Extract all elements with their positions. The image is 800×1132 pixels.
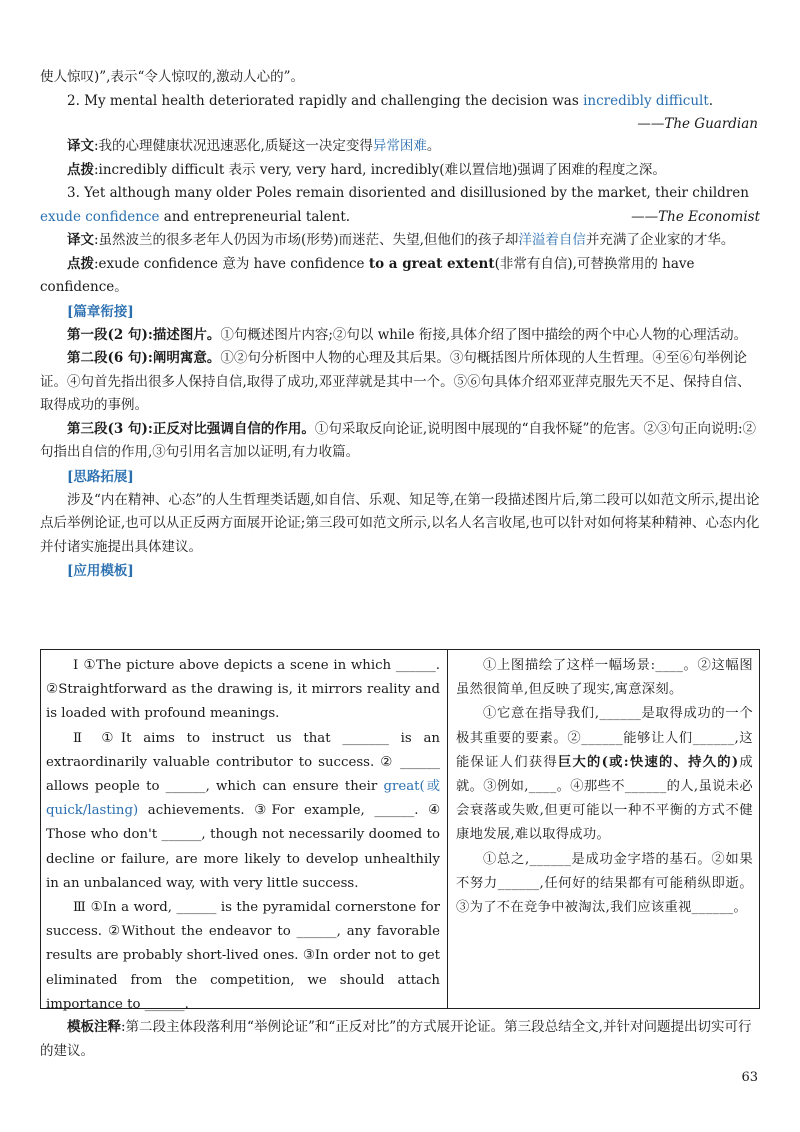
source-guardian: ——The Guardian <box>637 116 758 132</box>
template-table <box>40 649 760 1012</box>
template-english-column <box>41 650 448 1012</box>
template-en-para-1: Ⅰ ①The picture above depicts a scene in which ______. ②Straightforward as the drawing is, it mirrors reality and is loaded with profound meanings. <box>46 658 440 722</box>
example-3-tip: 点拨:exude confidence 意为 have confidence to a great extent(非常有自信),可替换常用的 have confidence。 <box>40 255 695 295</box>
source-economist: ——The Economist <box>631 208 760 225</box>
intro-text: 使人惊叹)”,表示“令人惊叹的,激动人心的”。 <box>40 69 305 85</box>
structure-para-2: 第二段(6 句):阐明寓意。①②句分析图中人物的心理及其后果。③句概括图片所体现的人生哲理。④至⑥句举例论证。④句首先指出很多人保持自信,取得了成功,邓亚萍就是其中一个。⑤⑥句具体介绍邓亚萍克服先天不足、保持自信、取得成功的事例。 <box>40 350 751 413</box>
structure-para-1: 第一段(2 句):描述图片。①句概述图片内容;②句以 while 衔接,具体介绍了图中描绘的两个中心人物的心理活动。 <box>67 326 748 343</box>
page-body <box>40 66 760 583</box>
example-2-sentence: 2. My mental health deteriorated rapidly and challenging the decision was incredibly difficult. <box>67 92 714 109</box>
page-number: 63 <box>741 1070 758 1085</box>
highlight-phrase: incredibly difficult <box>583 92 709 109</box>
ideas-text: 涉及“内在精神、心态”的人生哲理类话题,如自信、乐观、知足等,在第一段描述图片后,第二段可以如范文所示,提出论点后举例论证,也可以从正反两方面展开论证;第三段可如范文所示,以名人名言收尾,也可以针对如何将某种精神、心态内化并付诸实施提出具体建议。 <box>40 491 760 555</box>
template-chinese-column <box>448 650 759 1008</box>
highlight-phrase: exude confidence <box>40 208 160 225</box>
template-en-para-2: Ⅱ ①It aims to instruct us that _______ is an extraordinarily valuable contributor to success. ② ______ allows people to ______, which can ensure their great(或quick/lasting) achievements. ③For example, ______. ④ Those who don't ______, though not necessarily doomed to decline or failure, are more likely to develop unhealthily in an unbalanced way, with very little success. <box>46 730 440 891</box>
example-2-translation: 译文:我的心理健康状况迅速恶化,质疑这一决定变得异常困难。 <box>67 138 441 154</box>
template-cn-para-2: ①它意在指导我们,______是取得成功的一个极其重要的要素。②______能够让人们______,这能保证人们获得巨大的(或:快速的、持久的)成就。③例如,____。④那些不______的人,虽说未必会衰落或失败,但更可能以一种不平衡的方式不健康地发展,难以取得成功。 <box>456 706 753 843</box>
template-cn-para-3: ①总之,______是成功金字塔的基石。②如果不努力______,任何好的结果都有可能稍纵即逝。③为了不在竞争中被淘汰,我们应该重视______。 <box>456 851 753 916</box>
template-note: 模板注释:第二段主体段落利用“举例论证”和“正反对比”的方式展开论证。第三段总结全文,并针对问题提出切实可行的建议。 <box>40 1019 752 1059</box>
template-en-para-3: Ⅲ ①In a word, ______ is the pyramidal cornerstone for success. ②Without the endeavor to ______, any favorable results are probably short-lived ones. ③In order not to get eliminated from the competition, we should attach importance to ______. <box>46 900 440 1012</box>
section-heading-template: [应用模板] <box>67 563 134 579</box>
section-heading-ideas: [思路拓展] <box>67 468 134 485</box>
example-2-tip: 点拨:incredibly difficult 表示 very, very hard, incredibly(难以置信地)强调了困难的程度之深。 <box>67 161 666 178</box>
section-heading-structure: [篇章衔接] <box>67 303 134 320</box>
example-3-sentence: 3. Yet although many older Poles remain disoriented and disillusioned by the market, their children exude confidence and entrepreneurial talent. ——The Economist <box>40 182 760 229</box>
template-cn-para-1: ①上图描绘了这样一幅场景:____。②这幅图虽然很简单,但反映了现实,寓意深刻。 <box>456 658 753 698</box>
example-3-translation: 译文:虽然波兰的很多老年人仍因为市场(形势)而迷茫、失望,但他们的孩子却洋溢着自信并充满了企业家的才华。 <box>67 232 735 248</box>
structure-para-3: 第三段(3 句):正反对比强调自信的作用。①句采取反向论证,说明图中展现的“自我怀疑”的危害。②③句正向说明:②句指出自信的作用,③句引用名言加以证明,有力收篇。 <box>40 420 757 460</box>
